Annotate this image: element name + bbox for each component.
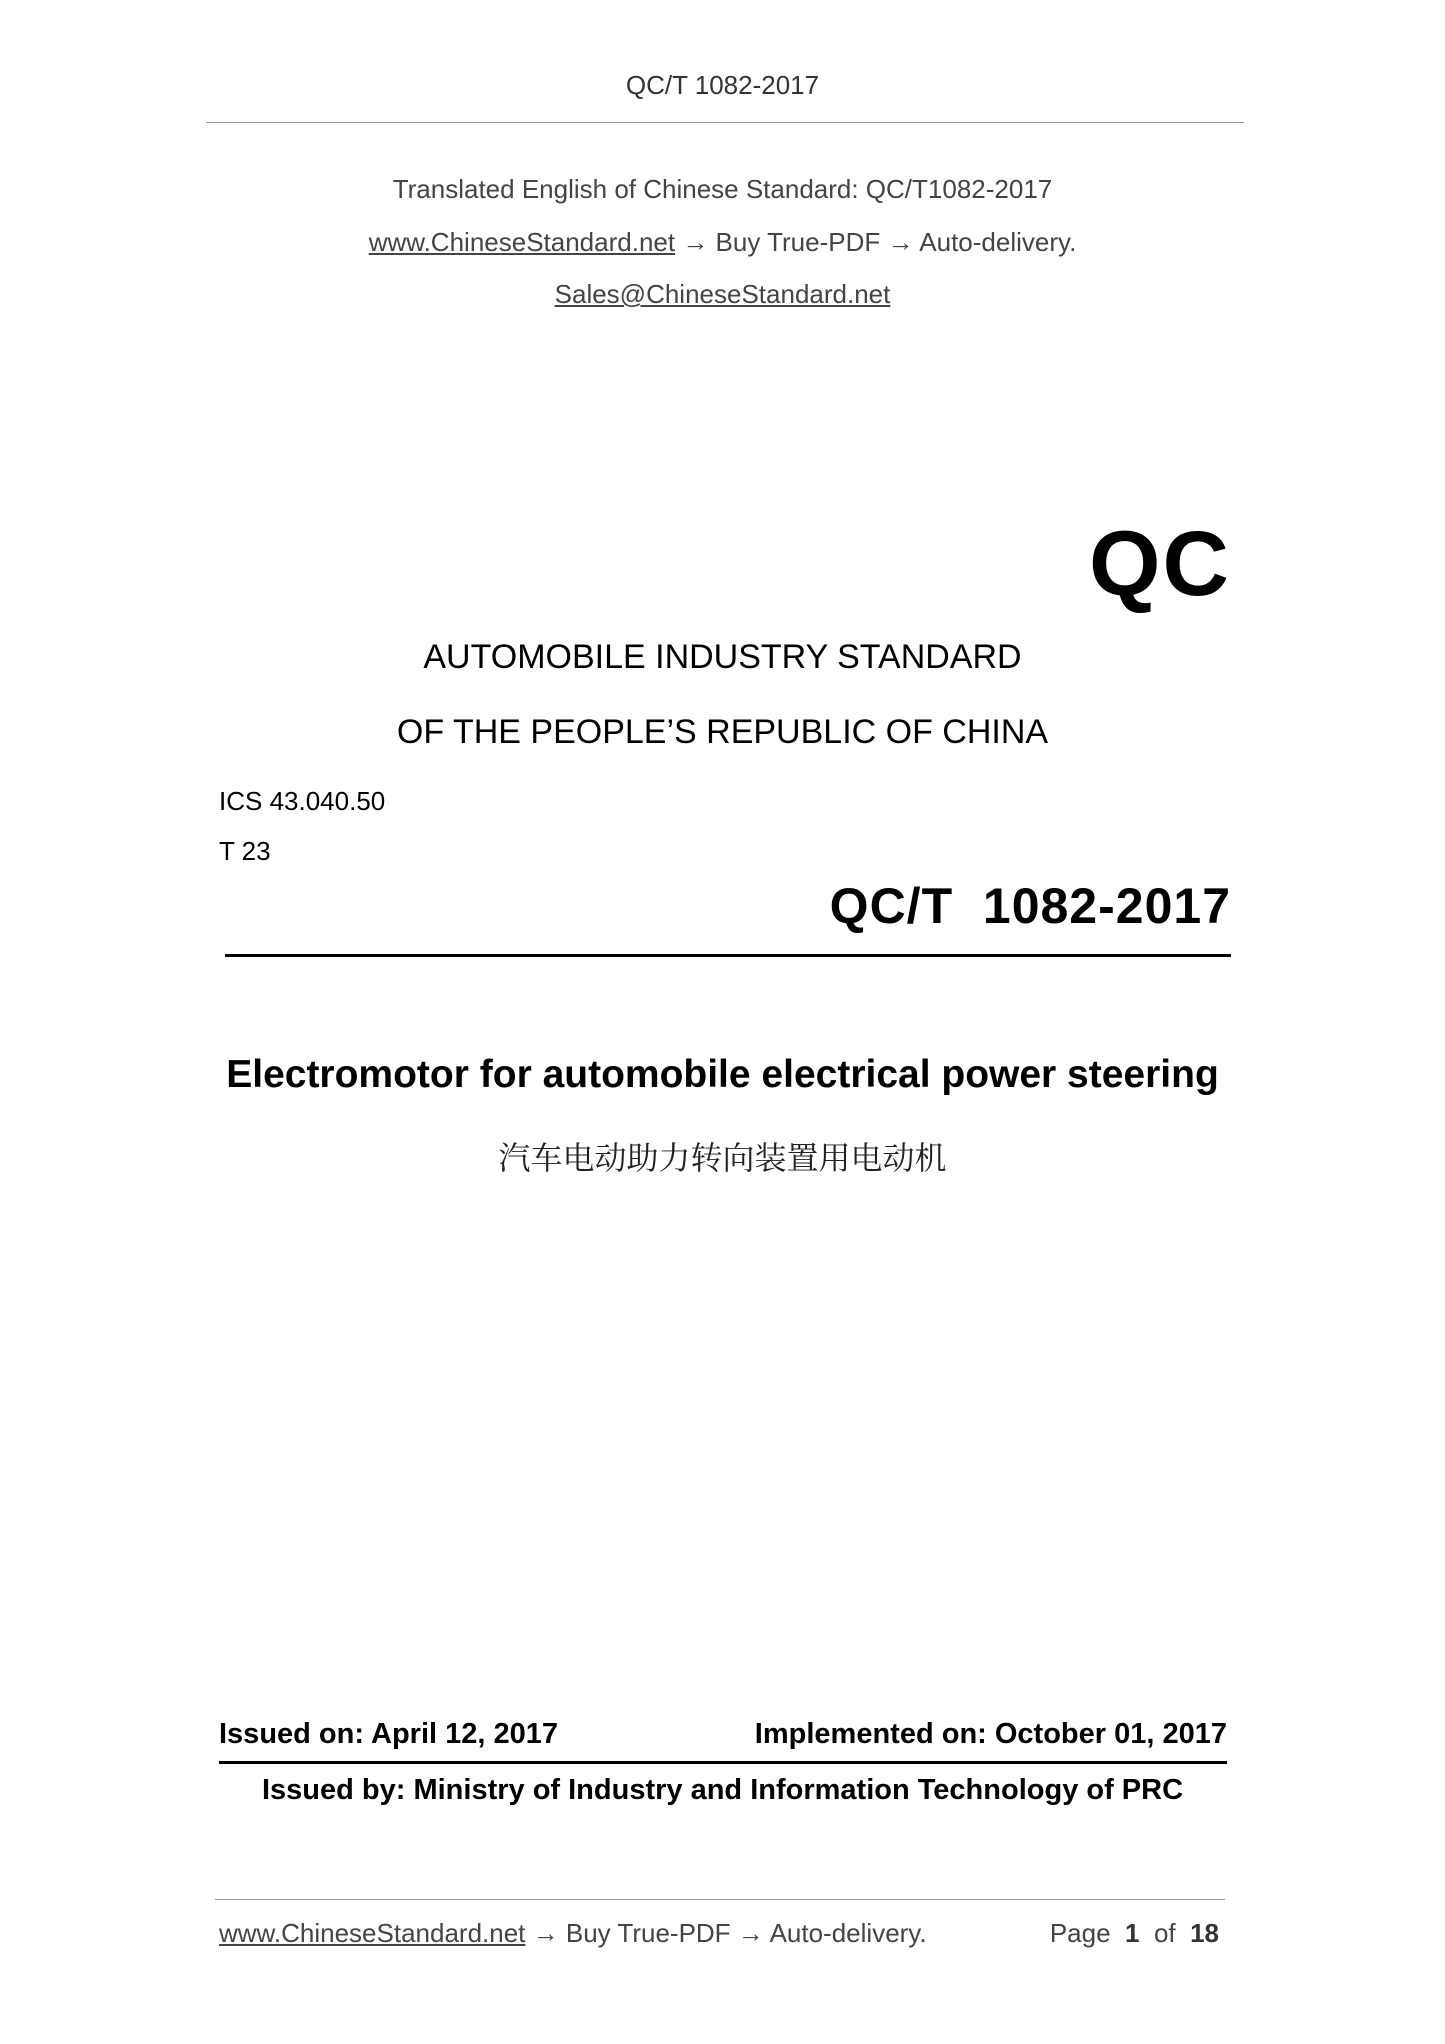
qc-logo: QC bbox=[1089, 513, 1231, 615]
footer-divider bbox=[215, 1899, 1225, 1900]
issuing-authority: Issued by: Ministry of Industry and Information Technology of PRC bbox=[261, 1774, 1184, 1806]
issued-on-date: Issued on: April 12, 2017 bbox=[219, 1718, 558, 1750]
implemented-on-date: Implemented on: October 01, 2017 bbox=[754, 1718, 1227, 1750]
header-divider bbox=[206, 122, 1244, 123]
issue-divider bbox=[219, 1761, 1227, 1764]
chinesestandard-link[interactable]: www.ChineseStandard.net bbox=[368, 227, 676, 257]
promo-site-line bbox=[0, 227, 1445, 258]
page-indicator bbox=[1050, 1918, 1219, 1949]
sales-email-link[interactable]: Sales@ChineseStandard.net bbox=[554, 279, 891, 309]
footer-promo-suffix: → Buy True-PDF → Auto-delivery. bbox=[525, 1918, 927, 1948]
running-header: QC/T 1082-2017 bbox=[625, 70, 820, 100]
document-title-english: Electromotor for automobile electrical power steering bbox=[226, 1053, 1219, 1096]
document-title-chinese: 汽车电动助力转向装置用电动机 bbox=[498, 1139, 947, 1177]
industry-standard-heading: AUTOMOBILE INDUSTRY STANDARD bbox=[423, 638, 1022, 676]
page-of-label: of bbox=[1153, 1918, 1176, 1948]
ics-code: ICS 43.040.50 bbox=[219, 786, 386, 816]
ccs-code: T 23 bbox=[219, 836, 271, 866]
page-total: 18 bbox=[1190, 1918, 1219, 1948]
page-label: Page bbox=[1049, 1918, 1111, 1948]
footer-promo bbox=[219, 1918, 927, 1949]
translated-notice: Translated English of Chinese Standard: QC/T1082-2017 bbox=[392, 174, 1053, 204]
standard-number: QC/T 1082-2017 bbox=[829, 878, 1231, 934]
page-current: 1 bbox=[1125, 1918, 1140, 1948]
standard-number-divider bbox=[225, 954, 1231, 957]
footer-chinesestandard-link[interactable]: www.ChineseStandard.net bbox=[219, 1918, 526, 1948]
country-heading: OF THE PEOPLE’S REPUBLIC OF CHINA bbox=[396, 713, 1049, 751]
promo-email-line bbox=[0, 279, 1445, 310]
promo-site-suffix: → Buy True-PDF → Auto-delivery. bbox=[675, 227, 1077, 257]
